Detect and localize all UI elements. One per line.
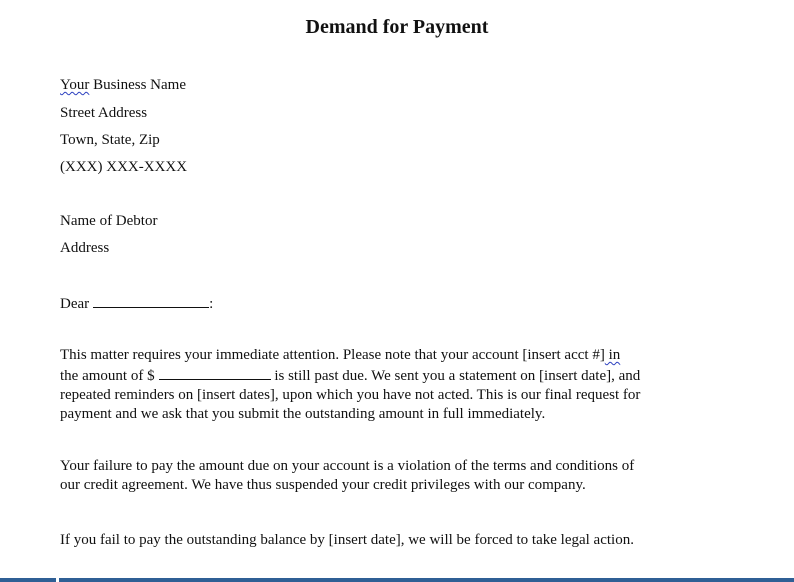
- border-gap: [56, 578, 59, 582]
- sender-phone: (XXX) XXX-XXXX: [60, 159, 188, 175]
- sender-city-state-zip: Town, State, Zip: [60, 132, 160, 148]
- paragraph-text: This matter requires your immediate attention. Please note that your account [insert acct #]: [60, 347, 605, 363]
- paragraph-line: payment and we ask that you submit the outstanding amount in full immediately.: [60, 406, 546, 422]
- paragraph-violation: [60, 457, 700, 495]
- salutation-colon: :: [209, 296, 214, 312]
- paragraph-text: is still past due. We sent you a statement on [insert date], and: [270, 368, 641, 384]
- paragraph-account-notice: [60, 346, 700, 424]
- spellcheck-word: Your: [60, 77, 90, 93]
- paragraph-line: our credit agreement. We have thus suspended your credit privileges with our company.: [60, 477, 586, 493]
- spellcheck-word: in: [604, 347, 621, 363]
- paragraph-text: the amount of $: [60, 368, 155, 384]
- sender-street-address: Street Address: [60, 105, 148, 121]
- salutation: [60, 293, 213, 314]
- paragraph-line: [60, 346, 700, 365]
- document-title: Demand for Payment: [305, 16, 489, 38]
- sender-business-name-rest: Business Name: [89, 77, 186, 93]
- salutation-dear: Dear: [60, 296, 90, 312]
- debtor-name-blank[interactable]: [93, 293, 209, 308]
- debtor-name: Name of Debtor: [60, 213, 158, 229]
- amount-blank[interactable]: [159, 365, 271, 380]
- page-bottom-border: [0, 578, 794, 582]
- paragraph-line: repeated reminders on [insert dates], upon which you have not acted. This is our final request for: [60, 387, 641, 403]
- paragraph-line: If you fail to pay the outstanding balance by [insert date], we will be forced to take legal action.: [60, 532, 634, 548]
- paragraph-line: Your failure to pay the amount due on your account is a violation of the terms and conditions of: [60, 458, 635, 474]
- paragraph-legal-action: [60, 531, 700, 550]
- paragraph-line: [60, 365, 700, 386]
- debtor-address: Address: [60, 240, 110, 256]
- sender-business-name: [60, 75, 186, 95]
